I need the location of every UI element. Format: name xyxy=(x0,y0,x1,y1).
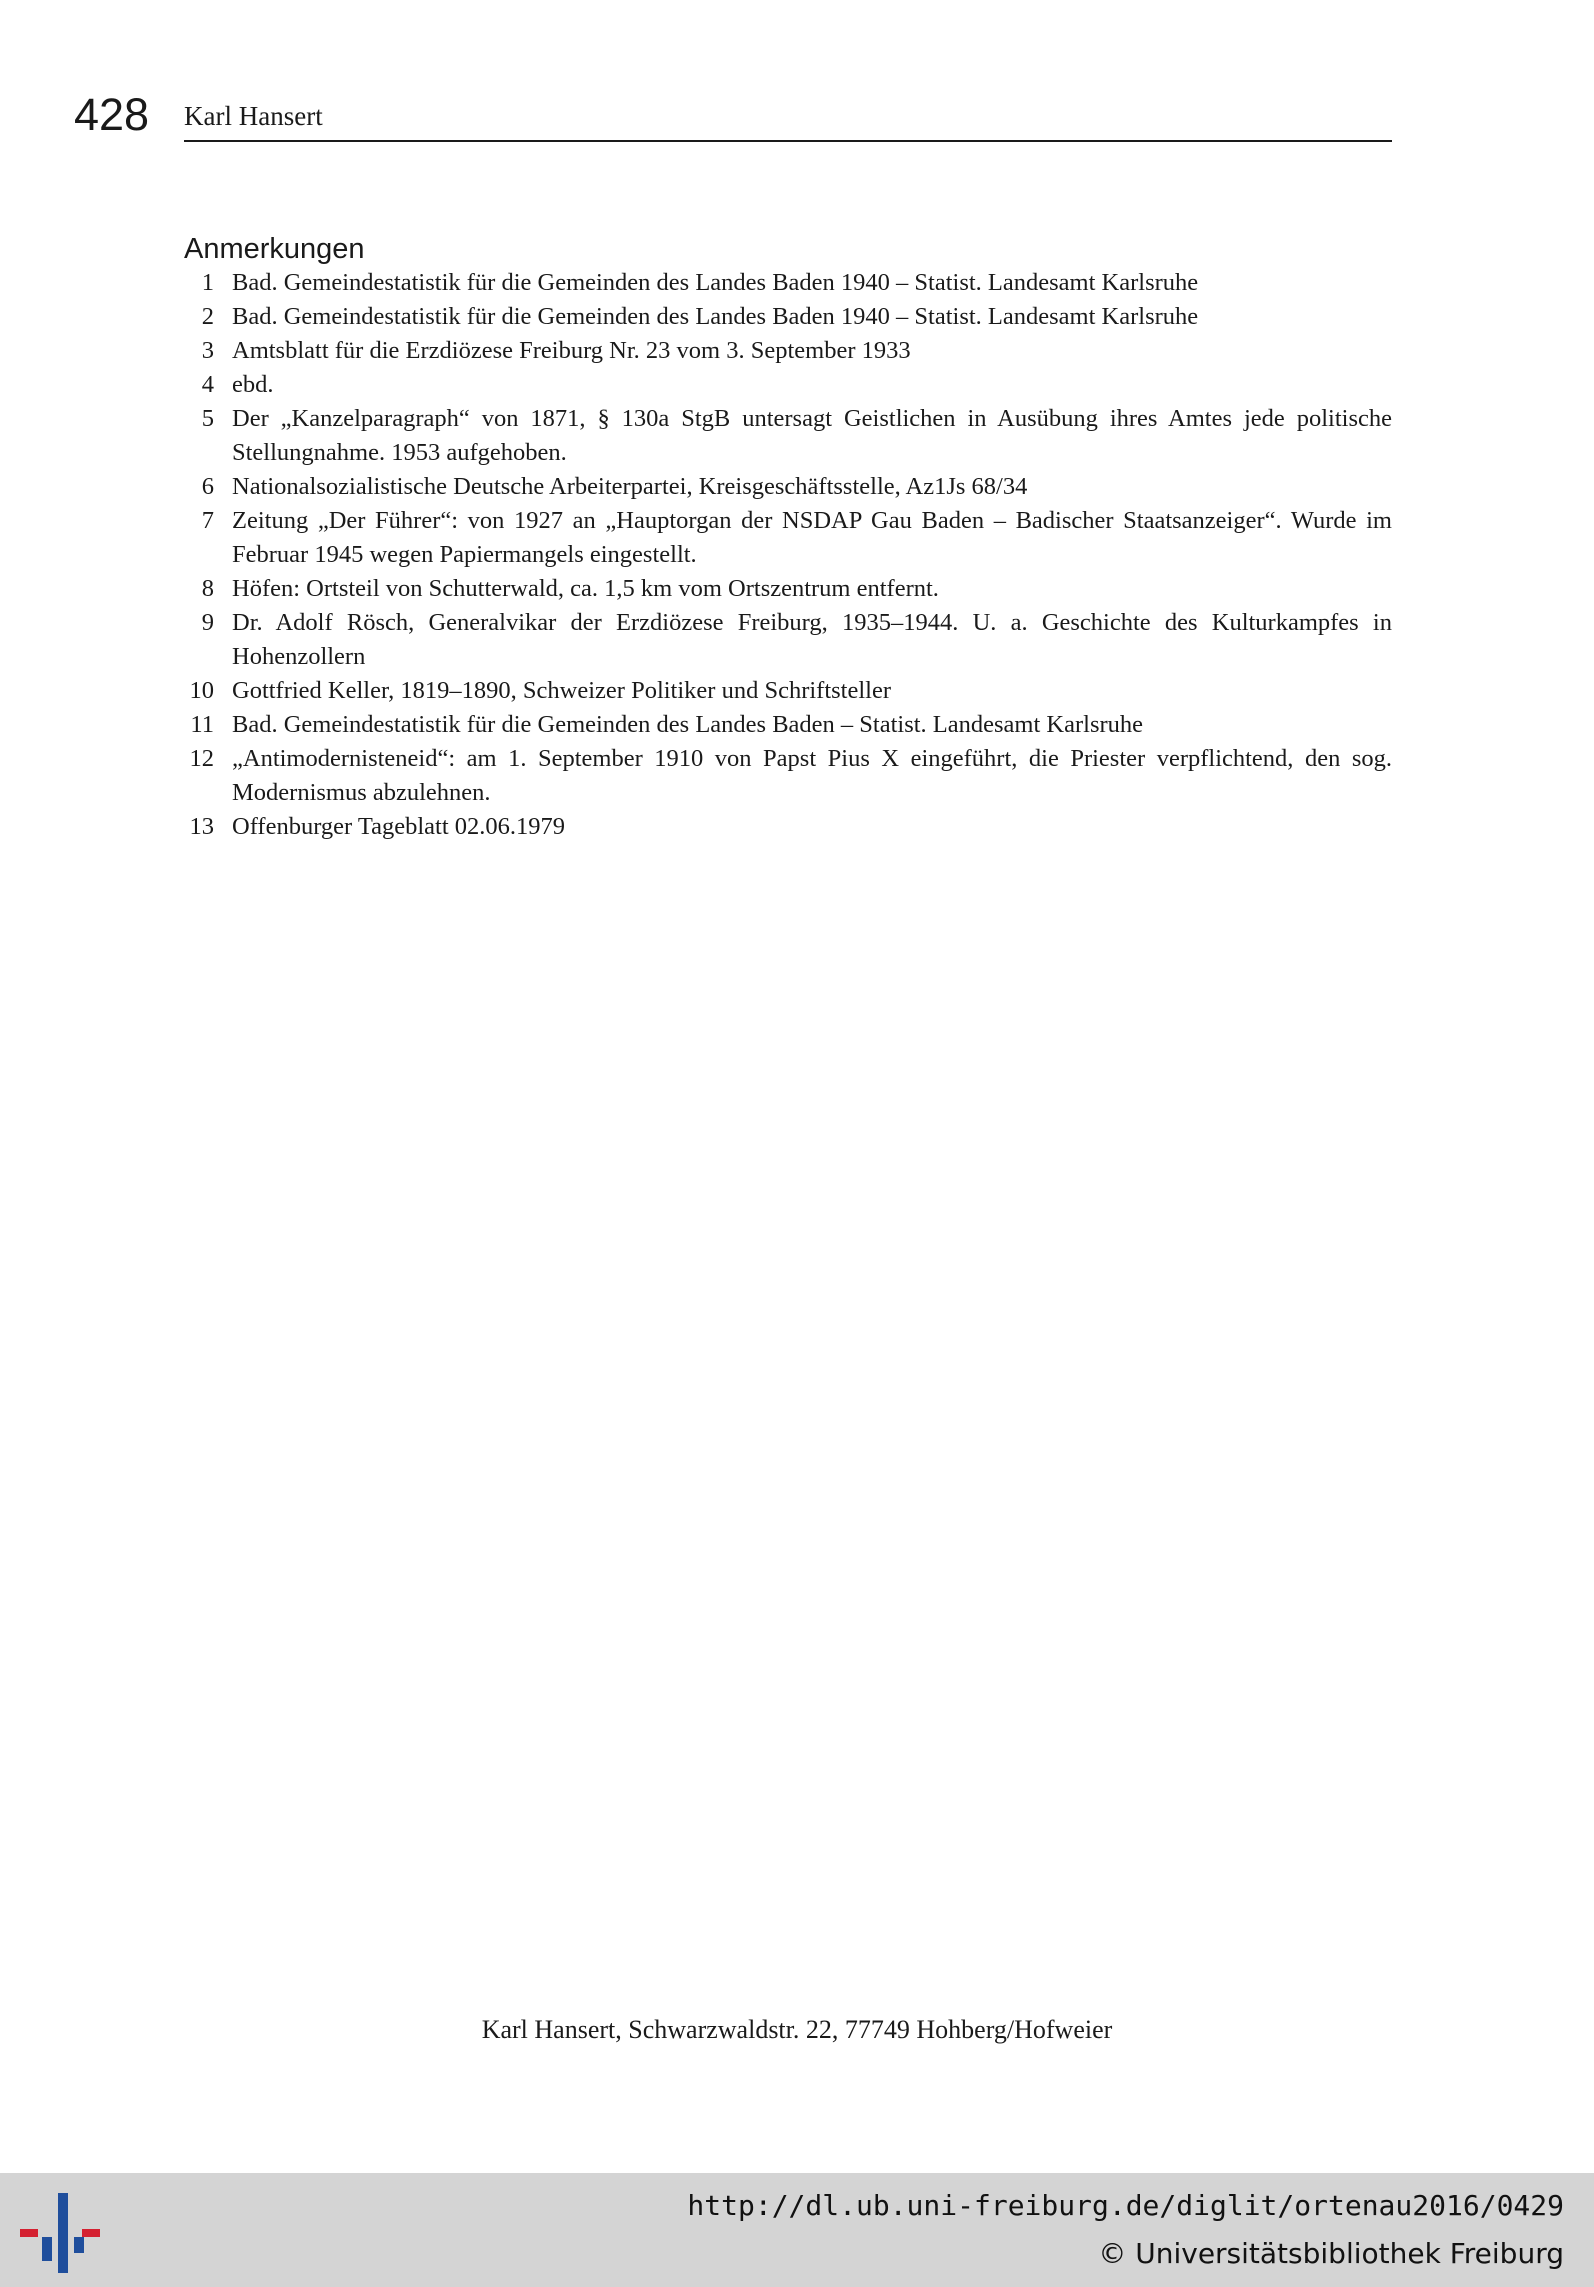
note-number: 3 xyxy=(201,337,214,364)
note-number: 12 xyxy=(189,745,214,772)
note-number: 8 xyxy=(201,575,214,602)
note-text: Amtsblatt für die Erzdiözese Freiburg Nr. 23 vom 3. September 1933 xyxy=(232,337,911,364)
note-number: 7 xyxy=(201,507,214,534)
note-item xyxy=(184,810,1392,844)
note-text: Gottfried Keller, 1819–1890, Schweizer Politiker und Schriftsteller xyxy=(232,677,891,704)
note-item xyxy=(184,470,1392,504)
note-item xyxy=(184,708,1392,742)
note-number: 10 xyxy=(189,677,214,704)
note-number: 1 xyxy=(201,269,214,296)
footer-bar xyxy=(0,2173,1594,2287)
note-number: 6 xyxy=(201,473,214,500)
note-text: „Antimodernisteneid“: am 1. September 1910 von Papst Pius X eingeführt, die Priester verpflichtend, den sog. Modernismus abzulehnen. xyxy=(232,745,1392,806)
note-text: Nationalsozialistische Deutsche Arbeiterpartei, Kreisgeschäftsstelle, Az1Js 68/34 xyxy=(232,473,1028,500)
note-item xyxy=(184,402,1392,470)
note-number: 4 xyxy=(201,371,214,398)
note-number: 2 xyxy=(201,303,214,330)
note-text: Der „Kanzelparagraph“ von 1871, § 130a StgB untersagt Geistlichen in Ausübung ihres Amtes jede politische Stellungnahme. 1953 aufgehoben. xyxy=(232,405,1392,466)
note-text: Bad. Gemeindestatistik für die Gemeinden des Landes Baden – Statist. Landesamt Karlsruhe xyxy=(232,711,1144,738)
note-number: 5 xyxy=(201,405,214,432)
note-item xyxy=(184,300,1392,334)
note-text: Offenburger Tageblatt 02.06.1979 xyxy=(232,813,566,840)
note-item xyxy=(184,368,1392,402)
footer-url-link[interactable]: http://dl.ub.uni-freiburg.de/diglit/ortenau2016/0429 xyxy=(687,2189,1564,2222)
note-item xyxy=(184,572,1392,606)
header-rule xyxy=(184,140,1392,142)
note-item xyxy=(184,504,1392,572)
author-address: Karl Hansert, Schwarzwaldstr. 22, 77749 Hohberg/Hofweier xyxy=(481,2015,1113,2044)
note-text: Bad. Gemeindestatistik für die Gemeinden des Landes Baden 1940 – Statist. Landesamt Karlsruhe xyxy=(232,269,1199,296)
note-item xyxy=(184,334,1392,368)
note-text: Zeitung „Der Führer“: von 1927 an „Hauptorgan der NSDAP Gau Baden – Badischer Staatsanzeiger“. Wurde im Februar 1945 wegen Papiermangels eingestellt. xyxy=(232,507,1392,568)
footer-copyright: © Universitätsbibliothek Freiburg xyxy=(1098,2237,1564,2270)
note-number: 11 xyxy=(190,711,214,738)
note-item xyxy=(184,674,1392,708)
note-number: 13 xyxy=(189,813,214,840)
note-item xyxy=(184,266,1392,300)
note-text: Höfen: Ortsteil von Schutterwald, ca. 1,5 km vom Ortszentrum entfernt. xyxy=(232,575,939,602)
note-text: Dr. Adolf Rösch, Generalvikar der Erzdiözese Freiburg, 1935–1944. U. a. Geschichte des Kulturkampfes in Hohenzollern xyxy=(232,609,1392,670)
page-number: 428 xyxy=(74,89,150,140)
running-head-author: Karl Hansert xyxy=(184,101,323,131)
notes-title: Anmerkungen xyxy=(184,233,365,266)
note-item xyxy=(184,742,1392,810)
note-number: 9 xyxy=(201,609,214,636)
notes-list xyxy=(184,266,1392,844)
note-text: Bad. Gemeindestatistik für die Gemeinden des Landes Baden 1940 – Statist. Landesamt Karlsruhe xyxy=(232,303,1199,330)
note-item xyxy=(184,606,1392,674)
note-text: ebd. xyxy=(232,371,274,398)
ub-freiburg-logo-icon xyxy=(20,2187,100,2277)
